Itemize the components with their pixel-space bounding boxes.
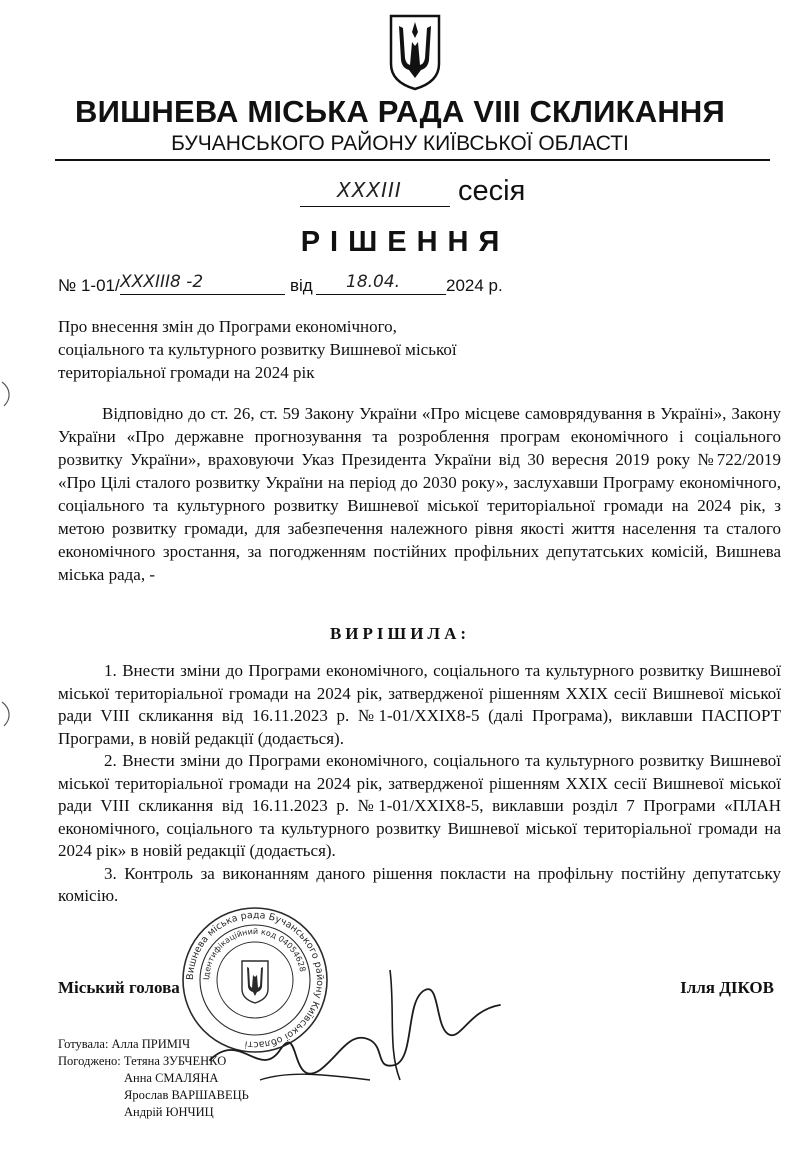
decision-title: РІШЕННЯ — [300, 226, 510, 258]
decision-number-prefix: № 1-01/ — [58, 276, 120, 295]
prepared-name: Алла ПРИМІЧ — [111, 1037, 191, 1051]
council-title: ВИШНЕВА МІСЬКА РАДА VIII СКЛИКАННЯ — [75, 94, 725, 129]
preparation-block — [58, 1036, 249, 1121]
stamp-inner-text: Ідентифікаційний код 04054628 — [201, 926, 308, 981]
agreed-name: Андрій ЮНЧИЦ — [124, 1105, 214, 1119]
prepared-label: Готувала: — [58, 1037, 109, 1051]
trident-coat-of-arms-icon — [387, 12, 443, 92]
agreed-name: Ярослав ВАРШАВЕЦЬ — [124, 1088, 249, 1102]
mayor-label: Міський голова — [58, 978, 180, 997]
decision-subject: Про внесення змін до Програми економічного, соціального та культурного розвитку Вишневої міської територіальної громади на 2024 рік — [58, 317, 457, 382]
decision-number-handwritten: XXXIII8 -2 — [120, 272, 204, 292]
agreed-name: Тетяна ЗУБЧЕНКО — [123, 1054, 227, 1068]
decision-item: 1. Внести зміни до Програми економічного, соціального та культурного розвитку Вишневої міської територіальної громади на 2024 рік, затвердженої рішенням XXIX сесії Вишневої міської ради VIII скликання від 16.11.2023 р. №1-01/XXIX8-5 (далі Програма), виклавши ПАСПОРТ Програми, в новій редакції (додається). — [58, 661, 781, 748]
date-handwritten: 18.04. — [346, 272, 401, 292]
scan-mark — [0, 700, 20, 730]
agreed-name: Анна СМАЛЯНА — [124, 1071, 219, 1085]
session-number-underline — [300, 206, 450, 207]
scan-mark — [0, 380, 20, 410]
session-number-handwritten: XXXIII — [337, 178, 402, 202]
date-word: від — [290, 276, 313, 295]
decision-number-row — [58, 272, 758, 300]
decision-number-underline — [120, 294, 285, 295]
council-subtitle: БУЧАНСЬКОГО РАЙОНУ КИЇВСЬКОЇ ОБЛАСТІ — [171, 132, 629, 155]
decision-year: 2024 р. — [446, 276, 503, 295]
agreed-label: Погоджено: — [58, 1054, 121, 1068]
session-word: сесія — [458, 175, 526, 207]
decision-items — [58, 660, 781, 908]
stamp-outer-text: Вишнева міська рада Бучанського району Київської області — [184, 909, 326, 1051]
header-divider — [55, 159, 770, 161]
resolved-heading: ВИРІШИЛА: — [329, 624, 471, 643]
mayor-name: Ілля ДІКОВ — [680, 978, 774, 997]
decision-preamble: Відповідно до ст. 26, ст. 59 Закону України «Про місцеве самоврядування в Україні», Закону України «Про державне прогнозування та розроблення програм економічного і соціального розвитку України», враховуючи Указ Президента України від 30 вересня 2019 року №722/2019 «Про Цілі сталого розвитку України на період до 2030 року», заслухавши Програму економічного, соціального та культурного розвитку Вишневої міської територіальної громади на 2024 рік, з метою розвитку громади, для забезпечення належного рівня якості життя населення та сталого економічного зростання, за погодженням постійних профільних депутатських комісій, Вишнева міська рада, - — [58, 404, 781, 584]
decision-item: 3. Контроль за виконанням даного рішення покласти на профільну постійну депутатську комісію. — [58, 863, 781, 905]
decision-item: 2. Внести зміни до Програми економічного, соціального та культурного розвитку Вишневої міської територіальної громади на 2024 рік, затвердженої рішенням XXIX сесії Вишневої міської ради VIII скликання від 16.11.2023 р. №1-01/XXIX8-5, виклавши розділ 7 Програми «ПЛАН економічного, соціального та культурного розвитку Вишневої міської територіальної громади на 2024 рік» в новій редакції (додається). — [58, 751, 781, 860]
date-underline — [316, 294, 446, 295]
